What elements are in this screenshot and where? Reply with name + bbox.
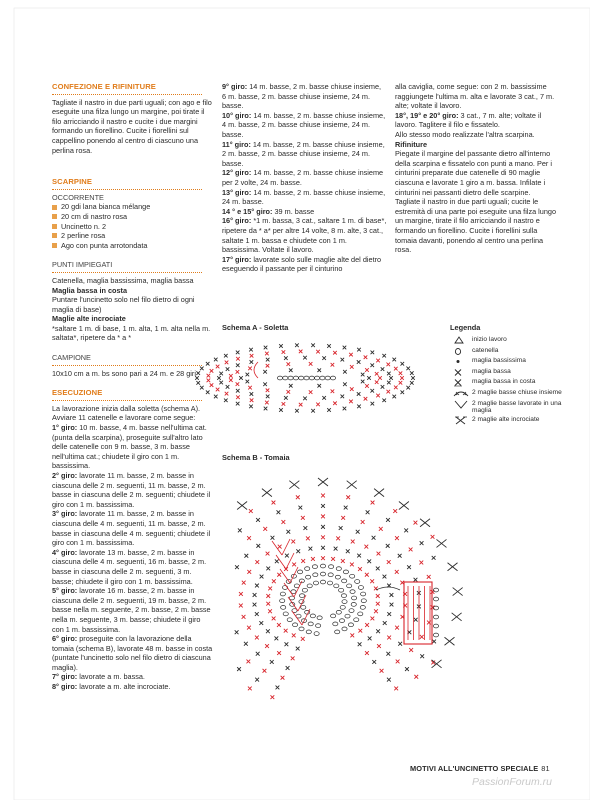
campione-text: 10x10 cm a m. bs sono pari a 24 m. e 28 giri — [52, 368, 196, 378]
legend-item: maglia bassa — [450, 368, 570, 377]
rifiniture-text-2: Tagliate il nastro in due parti uguali; cucite le estremità di una parte poi eseguite una filza lungo un margine, tirate il filo arricciando il nastro e formando un fiorellino. Cucite i fiorellini sulla tomaia davanti, ponendo al centro una perlina rosa. — [395, 197, 557, 255]
confezione-text: Tagliate il nastro in due parti uguali; con ago e filo eseguite una filza lungo un margine, poi tirate il filo arricciando il nastro e cucite i due margini formando un fiorellino. Cucite i fiorellini sul cappellino ponendo al centro di ciascuno una perlina rosa. — [52, 97, 212, 155]
giro-paragraph: 6° giro: proseguite con la lavorazione della tomaia (schema B), lavorate 48 m. basse in costa (puntate l'uncinetto solo nel filo dietro di ciascuna maglia). — [52, 634, 213, 672]
giro-paragraph: 11° giro: 14 m. basse, 2 m. basse chiuse insieme, 2 m. basse, 2 m. basse chiuse insieme, 24 m. basse. — [222, 139, 385, 168]
material-item: 20 gdi lana bianca mélange — [52, 202, 214, 212]
schema-a-diagram — [195, 343, 415, 412]
giro-paragraph: 17° giro: lavorate solo sulle maglie alte del dietro eseguendo il passante per il cinturino — [222, 254, 382, 274]
start-triangle-icon — [450, 336, 472, 345]
continued-text: alla caviglia, come segue: con 2 m. bassissime raggiungete l'ultima m. alta e lavorate 3 cat., 7 m. alte; voltate il lavoro. — [395, 82, 555, 111]
crossed-dc-icon — [450, 416, 472, 425]
page-footer — [410, 764, 550, 773]
maglia-bassa-text: Puntare l'uncinetto solo nel filo dietro di ogni maglia di base) — [52, 295, 195, 314]
scarpine-title: SCARPINE — [52, 177, 93, 187]
legend-title: Legenda — [450, 323, 481, 332]
punti-text: Catenella, maglia bassissima, maglia bassa — [52, 275, 194, 285]
material-item: 2 perline rosa — [52, 231, 214, 241]
esecuzione-intro: La lavorazione inizia dalla soletta (schema A). Avviare 11 catenelle e lavorare come segue: — [52, 403, 201, 423]
magazine-title: MOTIVI ALL'UNCINETTO SPECIALE — [410, 764, 539, 773]
chain-oval-icon — [450, 347, 472, 356]
occorrente-label: OCCORRENTE — [52, 192, 104, 202]
legend-item: 2 maglie alte incrociate — [450, 416, 570, 425]
rifiniture-title: Rifiniture — [395, 139, 428, 149]
campione-label: CAMPIONE — [52, 353, 91, 363]
increase-v-icon — [450, 389, 472, 398]
legend-item: 2 maglie basse chiuse insieme — [450, 389, 570, 398]
giro-paragraph: 2° giro: lavorate 11 m. basse, 2 m. basse in ciascuna delle 2 m. seguenti, 11 m. basse, 2 m. basse in ciascuna delle 2 m. seguenti; chiudete il giro con 1 m. bassissima. — [52, 471, 211, 509]
esecuzione-title: ESECUZIONE — [52, 388, 103, 398]
altra-text: Allo stesso modo realizzate l'altra scarpina. — [395, 129, 535, 139]
single-crochet-x-icon — [450, 368, 472, 377]
giro-paragraph: 12° giro: 14 m. basse, 2 m. basse chiuse insieme per 2 volte, 24 m. basse. — [222, 168, 384, 187]
maglie-alte-text: *saltare 1 m. di base, 1 m. alta, 1 m. alta nella m. saltata*, ripetere da * a * — [52, 323, 211, 343]
giro-paragraph: 8° giro: lavorate a m. alte incrociate. — [52, 682, 171, 692]
legend-item: 2 maglie basse lavorate in una maglia — [450, 400, 570, 415]
punti-label: PUNTI IMPIEGATI — [52, 260, 113, 270]
rifiniture-text: Piegate il margine del passante dietro all'interno della scarpina e fissatelo con punti a mano. Per i cinturini preparate due catenelle di 90 maglie ciascuna e lavorate 1 giro a m. bassa. Infilate i cinturini nei passanti dietro delle scarpine. — [395, 149, 552, 197]
giro-paragraph: 18°, 19° e 20° giro: 3 cat., 7 m. alte; voltate il lavoro. Taglitere il filo e fissatelo. — [395, 110, 542, 130]
giro-paragraph: 14 ° e 15° giro: 39 m. basse — [222, 206, 315, 216]
maglie-alte-title: Maglie alte incrociate — [52, 314, 126, 324]
back-loop-x-icon — [450, 378, 472, 387]
confezione-title: CONFEZIONE E RIFINITURE — [52, 82, 156, 91]
slip-stitch-dot-icon — [450, 357, 472, 366]
giro-paragraph: 13° giro: 14 m. basse, 2 m. basse chiuse insieme, 24 m. basse. — [222, 187, 386, 207]
giro-paragraph: 9° giro: 14 m. basse, 2 m. basse chiuse insieme, 6 m. basse, 2 m. basse chiuse insieme, 24 m. basse. — [222, 82, 382, 111]
schema-b-title: Schema B - Tomaia — [222, 453, 290, 462]
schema-a-title: Schema A - Soletta — [222, 323, 289, 332]
watermark: PassionForum.ru — [472, 776, 552, 788]
legend-item: maglia bassa in costa — [450, 378, 570, 387]
legend-item: maglia bassissima — [450, 357, 570, 366]
giro-paragraph: 10° giro: 14 m. basse, 2 m. basse chiuse insieme, 4 m. basse, 2 m. basse chiuse insieme, 24 m. basse. — [222, 110, 386, 139]
material-item: Uncinetto n. 2 — [52, 222, 214, 232]
maglia-bassa-title: Maglia bassa in costa — [52, 285, 128, 295]
schema-b-diagram — [235, 478, 463, 699]
material-item: 20 cm di nastro rosa — [52, 212, 214, 222]
legend-item: catenella — [450, 347, 570, 356]
page-number: 81 — [541, 764, 550, 773]
legend-item: inizio lavoro — [450, 336, 570, 345]
giro-paragraph: 7° giro: lavorate a m. bassa. — [52, 672, 145, 682]
giro-paragraph: 1° giro: 10 m. basse, 4 m. basse nell'ultima cat. (punta della scarpina), proseguite sull'altro lato delle catenelle con 9 m. basse, 3 m. basse nell'ultima cat.; chiudete il giro con 1 m. bassissima. — [52, 423, 207, 471]
legend — [450, 323, 570, 427]
giro-paragraph: 3° giro: lavorate 11 m. basse, 2 m. basse in ciascuna delle 4 m. seguenti, 11 m. basse, 2 m. basse in ciascuna delle 4 m. seguenti; chiudete il giro con 1 m. bassissima. — [52, 509, 211, 548]
material-item: Ago con punta arrotondata — [52, 241, 214, 251]
giro-paragraph: 16° giro: *1 m. bassa, 3 cat., saltare 1 m. di base*, ripetere da * a* per altre 14 volte, 8 m. alte, 3 cat., saltate 1 m. bassa e chiudete con 1 m. bassissima. Voltate il lavoro. — [222, 216, 387, 255]
decrease-icon — [450, 400, 472, 409]
giro-paragraph: 4° giro: lavorate 13 m. basse, 2 m. basse in ciascuna delle 4 m. seguenti, 16 m. basse, 2 m. basse in ciascuna delle 2 m. seguenti, 3 m. basse; chiudete il giro con 1 m. bassissima. — [52, 547, 207, 586]
giro-paragraph: 5° giro: lavorate 16 m. basse, 2 m. basse in ciascuna delle 2 m. seguenti, 19 m. basse, 2 m. basse nella m. seguente, 2 m. basse, 2 m. basse nella m. seguente, 3 m. basse; chiudete il giro con 1 m. bassissima. — [52, 586, 211, 634]
